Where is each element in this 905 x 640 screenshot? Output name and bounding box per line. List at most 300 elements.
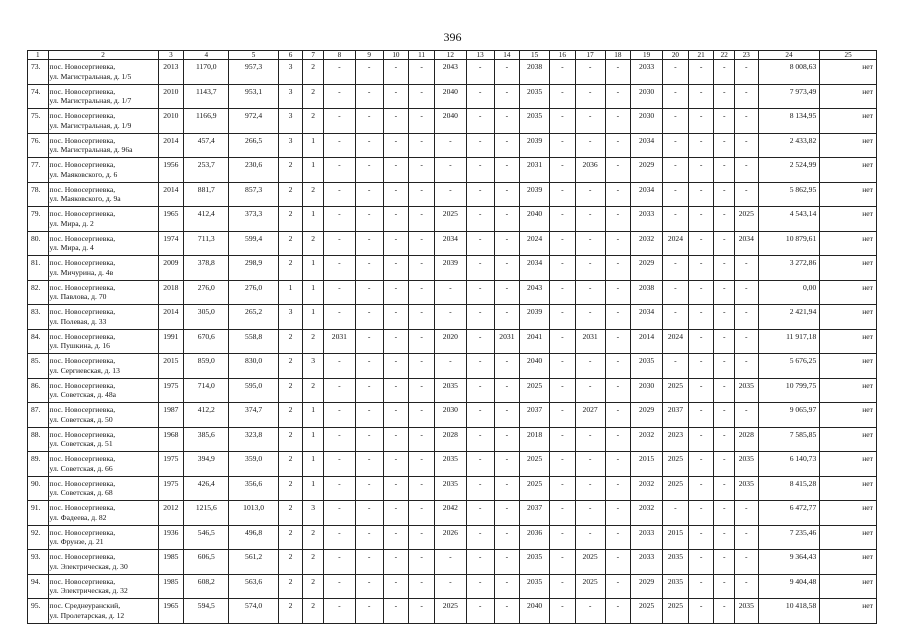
- data-cell: 2036: [575, 158, 605, 183]
- data-cell: -: [383, 403, 409, 428]
- data-cell: 2031: [575, 329, 605, 354]
- data-cell: 2: [303, 182, 324, 207]
- data-cell: -: [494, 452, 520, 477]
- data-cell: -: [605, 329, 631, 354]
- data-cell: 561,2: [229, 550, 278, 575]
- data-cell: 265,2: [229, 305, 278, 330]
- data-cell: 1968: [158, 427, 184, 452]
- data-cell: -: [409, 550, 435, 575]
- data-cell: -: [494, 182, 520, 207]
- data-cell: -: [355, 378, 383, 403]
- data-cell: 4 543,14: [758, 207, 820, 232]
- data-cell: 2024: [663, 231, 689, 256]
- address-street: ул. Фадеева, д. 82: [49, 512, 107, 522]
- data-cell: -: [688, 84, 714, 109]
- data-cell: 2032: [631, 476, 663, 501]
- data-cell: -: [409, 109, 435, 134]
- data-cell: 3: [278, 84, 303, 109]
- data-cell: -: [605, 207, 631, 232]
- address-cell: [48, 550, 158, 575]
- data-cell: -: [466, 378, 494, 403]
- data-cell: -: [355, 329, 383, 354]
- data-cell: 496,8: [229, 525, 278, 550]
- data-cell: 3 272,86: [758, 256, 820, 281]
- data-cell: 2040: [520, 207, 550, 232]
- data-cell: -: [550, 354, 576, 379]
- address-cell: [48, 501, 158, 526]
- data-cell: -: [605, 84, 631, 109]
- data-cell: 5 676,25: [758, 354, 820, 379]
- data-cell: -: [550, 158, 576, 183]
- capital-repair-schedule-table: [27, 50, 877, 624]
- data-cell: -: [550, 280, 576, 305]
- data-cell: -: [605, 427, 631, 452]
- data-cell: -: [355, 133, 383, 158]
- column-number-cell: 10: [383, 51, 409, 60]
- data-cell: нет: [820, 280, 877, 305]
- data-cell: -: [714, 427, 735, 452]
- data-cell: -: [383, 525, 409, 550]
- data-cell: 373,3: [229, 207, 278, 232]
- address-street: ул. Магистральная, д. 1/5: [49, 71, 132, 81]
- data-cell: 1: [303, 256, 324, 281]
- data-cell: -: [323, 501, 355, 526]
- data-cell: -: [466, 305, 494, 330]
- data-cell: 2035: [520, 574, 550, 599]
- data-cell: 2 421,94: [758, 305, 820, 330]
- data-cell: -: [605, 574, 631, 599]
- data-cell: -: [323, 133, 355, 158]
- data-cell: 305,0: [184, 305, 229, 330]
- data-cell: 3: [278, 133, 303, 158]
- data-cell: 7 585,85: [758, 427, 820, 452]
- data-cell: -: [688, 550, 714, 575]
- table-row: [28, 476, 877, 501]
- data-cell: -: [323, 231, 355, 256]
- column-number-cell: 17: [575, 51, 605, 60]
- address-street: ул. Фрунзе, д. 21: [49, 537, 104, 546]
- data-cell: нет: [820, 550, 877, 575]
- data-cell: 2033: [631, 207, 663, 232]
- data-cell: -: [714, 231, 735, 256]
- data-cell: 2035: [734, 378, 758, 403]
- address-cell: [48, 158, 158, 183]
- data-cell: -: [734, 501, 758, 526]
- data-cell: -: [550, 452, 576, 477]
- table-row: [28, 452, 877, 477]
- data-cell: -: [550, 427, 576, 452]
- address-street: ул. Полевая, д. 33: [49, 316, 107, 326]
- address-street: ул. Сергиевская, д. 13: [49, 365, 120, 375]
- data-cell: 2034: [734, 231, 758, 256]
- data-cell: 2027: [575, 403, 605, 428]
- address-settlement: пос. Новосергиевка,: [49, 233, 116, 243]
- data-cell: -: [383, 60, 409, 85]
- address-cell: [48, 329, 158, 354]
- data-cell: -: [466, 60, 494, 85]
- data-cell: 2: [303, 231, 324, 256]
- address-settlement: пос. Новосергиевка,: [49, 282, 116, 292]
- data-cell: -: [605, 599, 631, 624]
- data-cell: нет: [820, 60, 877, 85]
- data-cell: -: [494, 84, 520, 109]
- table-row: [28, 60, 877, 85]
- data-cell: 2035: [434, 476, 466, 501]
- data-cell: -: [494, 476, 520, 501]
- data-cell: -: [714, 305, 735, 330]
- data-cell: 558,8: [229, 329, 278, 354]
- table-row: [28, 501, 877, 526]
- data-cell: 2: [303, 60, 324, 85]
- data-cell: -: [550, 231, 576, 256]
- data-cell: -: [323, 378, 355, 403]
- address-settlement: пос. Новосергиевка,: [49, 86, 116, 96]
- data-cell: -: [409, 60, 435, 85]
- data-cell: -: [734, 60, 758, 85]
- data-cell: 2026: [434, 525, 466, 550]
- data-cell: -: [688, 182, 714, 207]
- data-cell: 2035: [663, 574, 689, 599]
- data-cell: 10 879,61: [758, 231, 820, 256]
- data-cell: -: [383, 501, 409, 526]
- data-cell: -: [434, 305, 466, 330]
- data-cell: 2039: [520, 305, 550, 330]
- data-cell: 2037: [663, 403, 689, 428]
- data-cell: 412,4: [184, 207, 229, 232]
- table-row: [28, 550, 877, 575]
- data-cell: -: [663, 182, 689, 207]
- data-cell: -: [466, 158, 494, 183]
- data-cell: 2035: [520, 84, 550, 109]
- data-cell: -: [434, 550, 466, 575]
- data-cell: 8 008,63: [758, 60, 820, 85]
- data-cell: 2035: [520, 550, 550, 575]
- data-cell: 426,4: [184, 476, 229, 501]
- table-row: [28, 574, 877, 599]
- data-cell: -: [714, 403, 735, 428]
- data-cell: -: [434, 133, 466, 158]
- data-cell: -: [575, 305, 605, 330]
- data-cell: -: [663, 84, 689, 109]
- data-cell: -: [466, 501, 494, 526]
- data-cell: -: [734, 182, 758, 207]
- column-number-cell: 4: [184, 51, 229, 60]
- address-cell: [48, 133, 158, 158]
- data-cell: 3: [303, 354, 324, 379]
- row-number-cell: 75.: [28, 109, 49, 134]
- column-number-cell: 21: [688, 51, 714, 60]
- data-cell: -: [434, 280, 466, 305]
- data-cell: 2015: [631, 452, 663, 477]
- data-cell: 2: [303, 109, 324, 134]
- data-cell: 2039: [520, 133, 550, 158]
- data-cell: -: [550, 574, 576, 599]
- data-cell: 714,0: [184, 378, 229, 403]
- address-settlement: пос. Новосергиевка,: [49, 135, 116, 145]
- data-cell: -: [466, 476, 494, 501]
- data-cell: -: [383, 550, 409, 575]
- column-number-cell: 11: [409, 51, 435, 60]
- address-cell: [48, 476, 158, 501]
- data-cell: -: [714, 378, 735, 403]
- data-cell: -: [575, 133, 605, 158]
- data-cell: 670,6: [184, 329, 229, 354]
- data-cell: 2: [278, 574, 303, 599]
- row-number-cell: 74.: [28, 84, 49, 109]
- data-cell: -: [409, 427, 435, 452]
- data-cell: -: [605, 354, 631, 379]
- address-street: ул. Магистральная, д. 1/7: [49, 96, 132, 105]
- data-cell: 953,1: [229, 84, 278, 109]
- data-cell: -: [714, 476, 735, 501]
- data-cell: -: [494, 550, 520, 575]
- data-cell: 2035: [663, 550, 689, 575]
- data-cell: -: [323, 109, 355, 134]
- data-cell: 1985: [158, 574, 184, 599]
- data-cell: 2029: [631, 574, 663, 599]
- data-cell: 2038: [520, 60, 550, 85]
- data-cell: -: [714, 158, 735, 183]
- column-number-cell: 22: [714, 51, 735, 60]
- data-cell: -: [466, 109, 494, 134]
- data-cell: -: [688, 329, 714, 354]
- data-cell: -: [714, 133, 735, 158]
- data-cell: 2025: [663, 378, 689, 403]
- data-cell: 1013,0: [229, 501, 278, 526]
- data-cell: 2010: [158, 84, 184, 109]
- address-cell: [48, 84, 158, 109]
- data-cell: нет: [820, 158, 877, 183]
- data-cell: 8 415,28: [758, 476, 820, 501]
- data-cell: 2029: [631, 403, 663, 428]
- data-cell: 859,0: [184, 354, 229, 379]
- data-cell: 2025: [520, 378, 550, 403]
- data-cell: 1985: [158, 550, 184, 575]
- row-number-cell: 83.: [28, 305, 49, 330]
- data-cell: 276,0: [184, 280, 229, 305]
- data-cell: 2025: [434, 207, 466, 232]
- data-cell: -: [494, 501, 520, 526]
- data-cell: -: [575, 599, 605, 624]
- data-cell: 1: [303, 476, 324, 501]
- data-cell: -: [355, 305, 383, 330]
- data-cell: 2014: [158, 182, 184, 207]
- data-cell: -: [550, 84, 576, 109]
- data-cell: 2015: [158, 354, 184, 379]
- data-cell: -: [714, 207, 735, 232]
- data-cell: 1: [303, 305, 324, 330]
- data-cell: -: [494, 354, 520, 379]
- data-cell: 2035: [734, 599, 758, 624]
- data-cell: -: [409, 280, 435, 305]
- data-cell: -: [663, 207, 689, 232]
- address-settlement: пос. Новосергиевка,: [49, 258, 116, 267]
- data-cell: -: [575, 452, 605, 477]
- data-cell: -: [466, 574, 494, 599]
- data-cell: 2014: [631, 329, 663, 354]
- data-cell: 2025: [434, 599, 466, 624]
- data-cell: 9 065,97: [758, 403, 820, 428]
- data-cell: 2009: [158, 256, 184, 281]
- data-cell: 10 418,58: [758, 599, 820, 624]
- data-cell: 8 134,95: [758, 109, 820, 134]
- data-cell: -: [734, 525, 758, 550]
- data-cell: 1: [303, 427, 324, 452]
- data-cell: -: [434, 354, 466, 379]
- data-cell: 253,7: [184, 158, 229, 183]
- address-cell: [48, 525, 158, 550]
- address-cell: [48, 403, 158, 428]
- data-cell: 1170,0: [184, 60, 229, 85]
- data-cell: нет: [820, 525, 877, 550]
- data-cell: 5 862,95: [758, 182, 820, 207]
- data-cell: -: [734, 574, 758, 599]
- data-cell: -: [734, 256, 758, 281]
- data-cell: -: [323, 574, 355, 599]
- data-cell: -: [409, 378, 435, 403]
- data-cell: 2012: [158, 501, 184, 526]
- data-cell: -: [494, 158, 520, 183]
- data-cell: 2: [278, 525, 303, 550]
- data-cell: 3: [278, 109, 303, 134]
- data-cell: -: [688, 525, 714, 550]
- data-cell: 2: [278, 599, 303, 624]
- data-cell: 2034: [434, 231, 466, 256]
- data-cell: -: [605, 378, 631, 403]
- column-number-cell: 6: [278, 51, 303, 60]
- data-cell: -: [575, 280, 605, 305]
- data-cell: -: [434, 574, 466, 599]
- data-cell: -: [734, 158, 758, 183]
- data-cell: -: [663, 158, 689, 183]
- data-cell: 2034: [631, 305, 663, 330]
- data-cell: 2033: [631, 525, 663, 550]
- data-cell: -: [466, 207, 494, 232]
- data-cell: -: [409, 599, 435, 624]
- row-number-cell: 87.: [28, 403, 49, 428]
- address-cell: [48, 452, 158, 477]
- data-cell: -: [494, 305, 520, 330]
- address-street: ул. Павлова, д. 70: [49, 292, 107, 301]
- data-cell: -: [714, 550, 735, 575]
- data-cell: 563,6: [229, 574, 278, 599]
- data-cell: -: [355, 403, 383, 428]
- data-cell: 830,0: [229, 354, 278, 379]
- data-cell: 1: [278, 280, 303, 305]
- data-cell: 7 973,49: [758, 84, 820, 109]
- data-cell: -: [734, 84, 758, 109]
- data-cell: -: [323, 280, 355, 305]
- data-cell: 2025: [575, 574, 605, 599]
- table-row: [28, 158, 877, 183]
- data-cell: -: [466, 84, 494, 109]
- data-cell: -: [383, 378, 409, 403]
- row-number-cell: 93.: [28, 550, 49, 575]
- column-number-cell: 5: [229, 51, 278, 60]
- data-cell: 0,00: [758, 280, 820, 305]
- data-cell: 2029: [631, 158, 663, 183]
- data-cell: -: [383, 182, 409, 207]
- data-cell: 2031: [520, 158, 550, 183]
- data-cell: нет: [820, 476, 877, 501]
- data-cell: -: [409, 182, 435, 207]
- data-cell: -: [663, 133, 689, 158]
- data-cell: 606,5: [184, 550, 229, 575]
- data-cell: -: [605, 525, 631, 550]
- table-row: [28, 378, 877, 403]
- address-street: ул. Маяковского, д. 6: [49, 169, 118, 179]
- data-cell: -: [550, 109, 576, 134]
- data-cell: -: [409, 84, 435, 109]
- data-cell: нет: [820, 305, 877, 330]
- row-number-cell: 92.: [28, 525, 49, 550]
- data-cell: -: [605, 501, 631, 526]
- data-cell: -: [663, 280, 689, 305]
- data-cell: 2: [278, 452, 303, 477]
- data-cell: 2030: [631, 378, 663, 403]
- data-cell: -: [355, 256, 383, 281]
- data-cell: 2040: [520, 599, 550, 624]
- data-cell: -: [323, 403, 355, 428]
- data-cell: -: [605, 60, 631, 85]
- data-cell: 2034: [631, 182, 663, 207]
- data-cell: 385,6: [184, 427, 229, 452]
- data-cell: -: [466, 133, 494, 158]
- row-number-cell: 94.: [28, 574, 49, 599]
- data-cell: -: [466, 427, 494, 452]
- address-street: ул. Советская, д. 68: [49, 488, 113, 497]
- data-cell: -: [688, 60, 714, 85]
- data-cell: 2034: [631, 133, 663, 158]
- data-cell: 2: [278, 427, 303, 452]
- data-cell: -: [355, 182, 383, 207]
- data-cell: -: [550, 599, 576, 624]
- data-cell: -: [663, 60, 689, 85]
- data-cell: -: [714, 280, 735, 305]
- data-cell: 2: [278, 403, 303, 428]
- address-cell: [48, 574, 158, 599]
- row-number-cell: 95.: [28, 599, 49, 624]
- data-cell: -: [466, 452, 494, 477]
- data-cell: -: [494, 109, 520, 134]
- data-cell: 2028: [734, 427, 758, 452]
- row-number-cell: 90.: [28, 476, 49, 501]
- column-number-cell: 19: [631, 51, 663, 60]
- data-cell: 2: [303, 525, 324, 550]
- data-cell: 2032: [631, 427, 663, 452]
- data-cell: -: [550, 403, 576, 428]
- data-cell: -: [466, 550, 494, 575]
- data-cell: -: [605, 550, 631, 575]
- data-cell: 2032: [631, 231, 663, 256]
- column-number-cell: 18: [605, 51, 631, 60]
- data-cell: -: [355, 60, 383, 85]
- address-settlement: пос. Новосергиевка,: [49, 356, 116, 365]
- address-settlement: пос. Новосергиевка,: [49, 478, 116, 488]
- data-cell: 3: [278, 60, 303, 85]
- address-settlement: пос. Новосергиевка,: [49, 111, 116, 120]
- data-cell: нет: [820, 501, 877, 526]
- row-number-cell: 85.: [28, 354, 49, 379]
- table-body: [28, 51, 877, 624]
- address-settlement: пос. Новосергиевка,: [49, 527, 116, 537]
- table-row: [28, 329, 877, 354]
- data-cell: 2: [278, 354, 303, 379]
- data-cell: 2 524,99: [758, 158, 820, 183]
- column-number-cell: 8: [323, 51, 355, 60]
- data-cell: 2042: [434, 501, 466, 526]
- data-cell: -: [409, 574, 435, 599]
